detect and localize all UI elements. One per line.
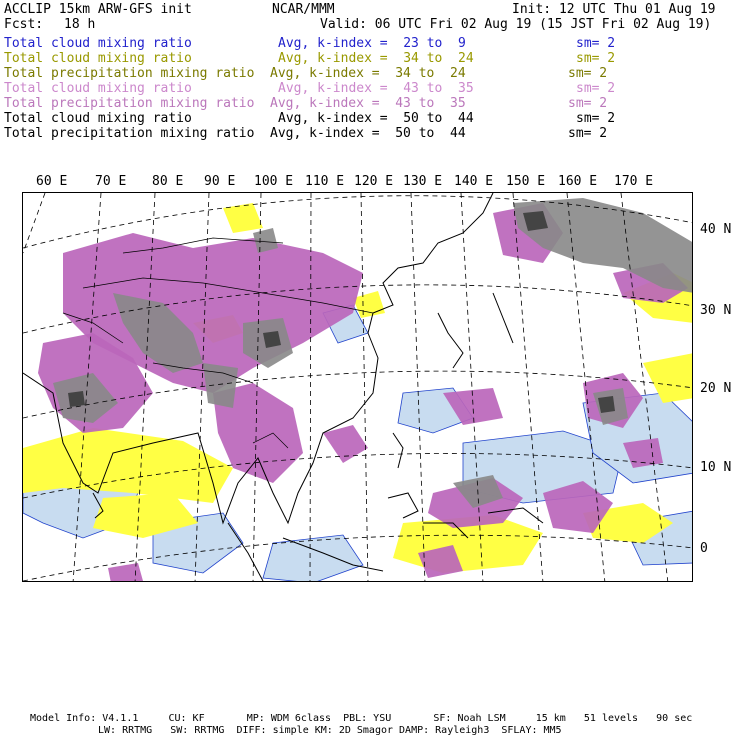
field-avg-4: Avg, k-index = 43 to 35 (278, 81, 474, 96)
lat-label-20n: 20 N (700, 381, 732, 396)
field-sm-3: sm= 2 (568, 66, 608, 81)
field-sm-6: sm= 2 (576, 111, 616, 126)
field-sm-7: sm= 2 (568, 126, 608, 141)
lon-label-160: 160 E (558, 174, 598, 189)
lat-label-10n: 10 N (700, 460, 732, 475)
lon-label-120: 120 E (354, 174, 394, 189)
center-label: NCAR/MMM (272, 2, 335, 17)
field-avg-6: Avg, k-index = 50 to 44 (278, 111, 474, 126)
field-avg-5: Avg, k-index = 43 to 35 (270, 96, 466, 111)
model-info-line-1: Model Info: V4.1.1 CU: KF MP: WDM 6class PBL: YSU SF: Noah LSM 15 km 51 levels 90 sec (30, 713, 693, 724)
lat-label-30n: 30 N (700, 303, 732, 318)
field-name-7: Total precipitation mixing ratio (4, 126, 255, 141)
model-title: ACCLIP 15km ARW-GFS init (4, 2, 192, 17)
lon-label-90: 90 E (204, 174, 236, 189)
field-avg-3: Avg, k-index = 34 to 24 (270, 66, 466, 81)
field-name-6: Total cloud mixing ratio (4, 111, 192, 126)
init-time: Init: 12 UTC Thu 01 Aug 19 (512, 2, 716, 17)
lon-label-130: 130 E (403, 174, 443, 189)
lat-label-40n: 40 N (700, 222, 732, 237)
field-name-3: Total precipitation mixing ratio (4, 66, 255, 81)
model-info-line-2: LW: RRTMG SW: RRTMG DIFF: simple KM: 2D Smagor DAMP: Rayleigh3 SFLAY: MM5 (98, 725, 562, 736)
forecast-label: Fcst: (4, 17, 44, 32)
lon-label-70: 70 E (95, 174, 127, 189)
field-avg-2: Avg, k-index = 34 to 24 (278, 51, 474, 66)
field-avg-1: Avg, k-index = 23 to 9 (278, 36, 466, 51)
valid-time: Valid: 06 UTC Fri 02 Aug 19 (15 JST Fri 02 Aug 19) (320, 17, 712, 32)
field-sm-5: sm= 2 (568, 96, 608, 111)
map-canvas (23, 193, 693, 582)
lon-label-60: 60 E (36, 174, 68, 189)
lat-label-0: 0 (700, 541, 708, 556)
field-sm-4: sm= 2 (576, 81, 616, 96)
forecast-map (22, 192, 693, 582)
field-sm-2: sm= 2 (576, 51, 616, 66)
lon-label-80: 80 E (152, 174, 184, 189)
field-sm-1: sm= 2 (576, 36, 616, 51)
lon-label-100: 100 E (254, 174, 294, 189)
field-name-2: Total cloud mixing ratio (4, 51, 192, 66)
lon-label-150: 150 E (506, 174, 546, 189)
field-name-4: Total cloud mixing ratio (4, 81, 192, 96)
lon-label-170: 170 E (614, 174, 654, 189)
field-avg-7: Avg, k-index = 50 to 44 (270, 126, 466, 141)
lon-label-140: 140 E (454, 174, 494, 189)
field-name-5: Total precipitation mixing ratio (4, 96, 255, 111)
forecast-hour: 18 h (64, 17, 96, 32)
field-name-1: Total cloud mixing ratio (4, 36, 192, 51)
lon-label-110: 110 E (305, 174, 345, 189)
